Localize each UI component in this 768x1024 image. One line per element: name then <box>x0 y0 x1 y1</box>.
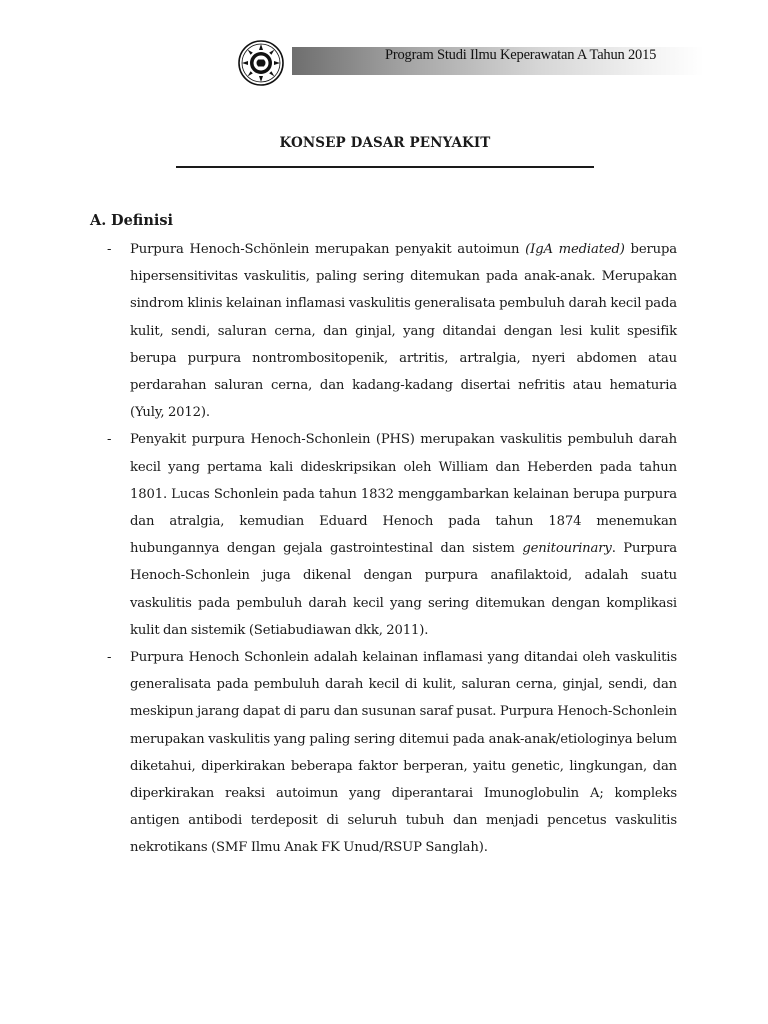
list-bullet: - <box>107 242 112 257</box>
section-title: Definisi <box>111 212 174 229</box>
page-header <box>0 0 768 110</box>
list-bullet: - <box>107 432 112 448</box>
definition-list <box>107 236 677 862</box>
list-item <box>107 236 677 426</box>
list-item <box>107 644 677 862</box>
paragraph-text: Purpura Henoch-Schönlein merupakan penyakit autoimun <box>130 242 526 257</box>
program-title: Program Studi Ilmu Keperawatan A Tahun 2015 <box>385 47 657 63</box>
paragraph-italic: genitourinary <box>522 541 612 557</box>
list-bullet: - <box>107 650 112 666</box>
university-seal-icon <box>238 40 284 86</box>
section-heading <box>90 212 173 229</box>
paragraph <box>130 236 677 426</box>
paragraph <box>130 644 677 862</box>
title-underline <box>176 166 594 168</box>
list-item <box>107 426 677 644</box>
section-number: A. <box>90 212 107 229</box>
paragraph-text: Penyakit purpura Henoch-Schonlein (PHS) merupakan vaskulitis pembuluh darah kecil yang pertama kali dideskripsikan oleh William dan Heberden pada tahun 1801. Lucas Schonlein pada tahun 1832 menggambarkan kelainan berupa purpura dan atralgia, kemudian Eduard Henoch pada tahun 1874 menemukan hubungannya dengan gejala gastrointestinal dan sistem <box>130 432 677 557</box>
page-title: KONSEP DASAR PENYAKIT <box>279 135 491 151</box>
paragraph-italic: (IgA mediated) <box>525 242 625 257</box>
paragraph-text: Purpura Henoch Schonlein adalah kelainan inflamasi yang ditandai oleh vaskulitis generalisata pada pembuluh darah kecil di kulit, saluran cerna, ginjal, sendi, dan meskipun jarang dapat di paru dan susunan saraf pusat. Purpura Henoch-Schonlein merupakan vaskulitis yang paling sering ditemui pada anak-anak/etiologinya belum diketahui, diperkirakan beberapa faktor berperan, yaitu genetic, lingkungan, dan diperkirakan reaksi autoimun yang diperantarai Imunoglobulin A; kompleks antigen antibodi terdeposit di seluruh tubuh dan menjadi pencetus vaskulitis nekrotikans (SMF Ilmu Anak FK Unud/RSUP Sanglah). <box>130 650 677 856</box>
paragraph-text: berupa hipersensitivitas vaskulitis, paling sering ditemukan pada anak-anak. Merupakan sindrom klinis kelainan inflamasi vaskulitis generalisata pembuluh darah kecil pada kulit, sendi, saluran cerna, dan ginjal, yang ditandai dengan lesi kulit spesifik berupa purpura nontrombositopenik, artritis, artralgia, nyeri abdomen atau perdarahan saluran cerna, dan kadang-kadang disertai nefritis atau hematuria (Yuly, 2012). <box>130 242 678 421</box>
paragraph-text: . Purpura Henoch-Schonlein juga dikenal dengan purpura anafilaktoid, adalah suatu vaskulitis pada pembuluh darah kecil yang sering ditemukan dengan komplikasi kulit dan sistemik (Setiabudiawan dkk, 2011). <box>130 541 677 638</box>
paragraph <box>130 426 677 644</box>
